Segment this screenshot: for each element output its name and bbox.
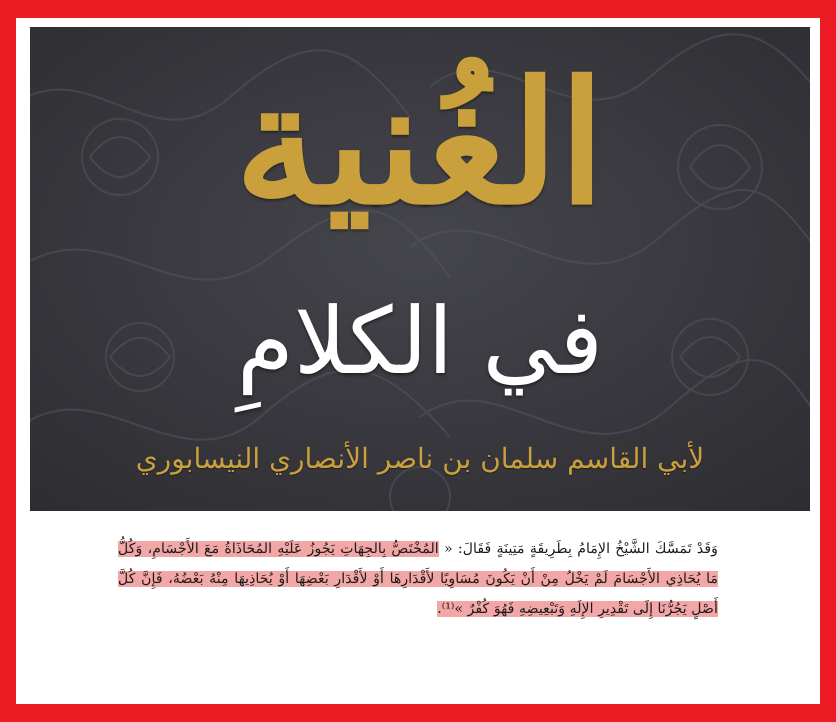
highlighted-quote: المُخْتَصُّ بِالجِهَاتِ يَجُوزُ عَلَيْهِ المُحَاذَاةُ مَعَ الأَجْسَامِ، وَكُلُّ مَا يُحَاذِي الأَجْسَامَ لَمْ يَخْلُ مِنْ أَنْ يَكُونَ مُسَاوِيًا لأَقْدَارِهَا أَوْ لأَقْدَارِ بَعْضِهَا أَوْ يُحَاذِيهَا مِنْهُ بَعْضُهُ، فَإِنَّ كُلَّ أَصْلٍ يَجُرُّنَا إِلَى تَقْدِيرِ الإِلَهِ وَتَبْعِيضِهِ فَهُوَ كُفْرٌ »⁽¹⁾. — [118, 541, 718, 617]
cover-author: لأبي القاسم سلمان بن ناصر الأنصاري النيسابوري — [135, 442, 705, 475]
cover-title: الغُنية — [234, 44, 606, 242]
cover-subtitle: في الكلامِ — [236, 288, 604, 395]
passage-intro: وَقَدْ تَمَسَّكَ الشَّيْخُ الإِمَامُ بِطَرِيقَةٍ مَتِينَةٍ فَقَالَ: « — [438, 541, 718, 557]
quoted-passage — [118, 534, 718, 624]
book-cover — [30, 27, 810, 511]
